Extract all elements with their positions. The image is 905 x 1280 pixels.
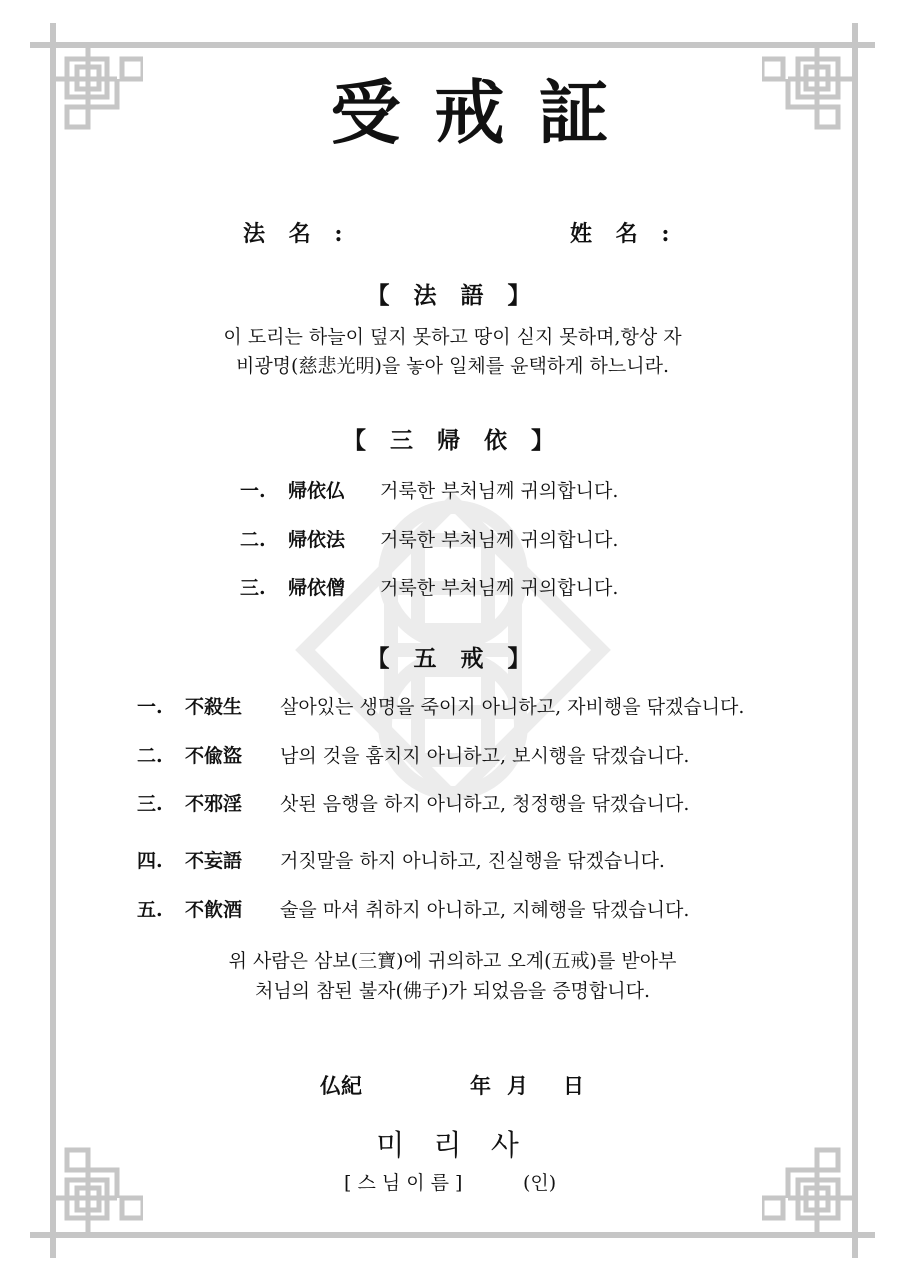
precept-hanja: 不殺生 (185, 696, 243, 718)
refuge-number: 二. (240, 529, 266, 551)
seal-mark: (인) (523, 1172, 557, 1194)
attestation-line-1: 위 사람은 삼보(三寶)에 귀의하고 오계(五戒)를 받아부 (228, 950, 677, 972)
refuge-hanja: 帰依法 (288, 529, 346, 551)
refuge-text: 거룩한 부처님께 귀의합니다. (380, 529, 619, 551)
refuge-text: 거룩한 부처님께 귀의합니다. (380, 577, 619, 599)
dharma-name-value[interactable] (330, 217, 520, 243)
precept-number: 五. (137, 899, 163, 921)
precept-number: 四. (137, 850, 163, 872)
certificate-title: 受戒証 (330, 71, 643, 154)
five-precepts-heading: 【 五 戒 】 (366, 645, 539, 672)
precept-item (137, 692, 744, 719)
precept-text: 남의 것을 훔치지 아니하고, 보시행을 닦겠습니다. (280, 745, 690, 767)
dharma-words-line-1: 이 도리는 하늘이 덮지 못하고 땅이 싣지 못하며,항상 자 (223, 326, 682, 348)
precept-item (137, 741, 689, 768)
precept-text: 살아있는 생명을 죽이지 아니하고, 자비행을 닦겠습니다. (280, 696, 745, 718)
precept-item (137, 846, 665, 873)
monk-name-placeholder: [ 스 님 이 름 ] (344, 1172, 463, 1194)
date-year: 年 (470, 1073, 491, 1098)
precept-text: 술을 마셔 취하지 아니하고, 지혜행을 닦겠습니다. (280, 899, 690, 921)
date-day: 日 (563, 1073, 584, 1098)
refuge-text: 거룩한 부처님께 귀의합니다. (380, 480, 619, 502)
temple-name: 미 리 사 (376, 1128, 529, 1162)
precept-item (137, 789, 689, 816)
precept-text: 거짓말을 하지 아니하고, 진실행을 닦겠습니다. (280, 850, 665, 872)
frame-top-line (30, 42, 875, 48)
dharma-words-heading: 【 法 語 】 (366, 282, 539, 309)
refuge-number: 一. (240, 480, 266, 502)
refuge-item (240, 573, 618, 600)
dharma-name-label: 法 名 : (243, 221, 351, 247)
precept-hanja: 不飮酒 (185, 899, 243, 921)
attestation-line-2: 처님의 참된 불자(佛子)가 되었음을 증명합니다. (254, 980, 651, 1002)
precept-text: 삿된 음행을 하지 아니하고, 청정행을 닦겠습니다. (280, 793, 690, 815)
date-era: 仏紀 (320, 1073, 362, 1098)
dharma-words-line-2: 비광명(慈悲光明)을 놓아 일체를 윤택하게 하느니라. (235, 355, 670, 377)
refuge-hanja: 帰依僧 (288, 577, 346, 599)
precept-item (137, 895, 689, 922)
surname-label: 姓 名 : (570, 221, 678, 247)
precept-number: 三. (137, 793, 163, 815)
frame-bottom-line (30, 1232, 875, 1238)
precept-hanja: 不偸盜 (185, 745, 243, 767)
refuge-hanja: 帰依仏 (288, 480, 346, 502)
surname-value[interactable] (655, 217, 805, 243)
date-month: 月 (507, 1073, 528, 1098)
precept-hanja: 不妄語 (185, 850, 243, 872)
refuge-item (240, 525, 618, 552)
precept-number: 一. (137, 696, 163, 718)
precept-number: 二. (137, 745, 163, 767)
refuge-number: 三. (240, 577, 266, 599)
refuge-item (240, 476, 618, 503)
precept-hanja: 不邪淫 (185, 793, 243, 815)
three-refuges-heading: 【 三 帰 依 】 (342, 427, 563, 454)
